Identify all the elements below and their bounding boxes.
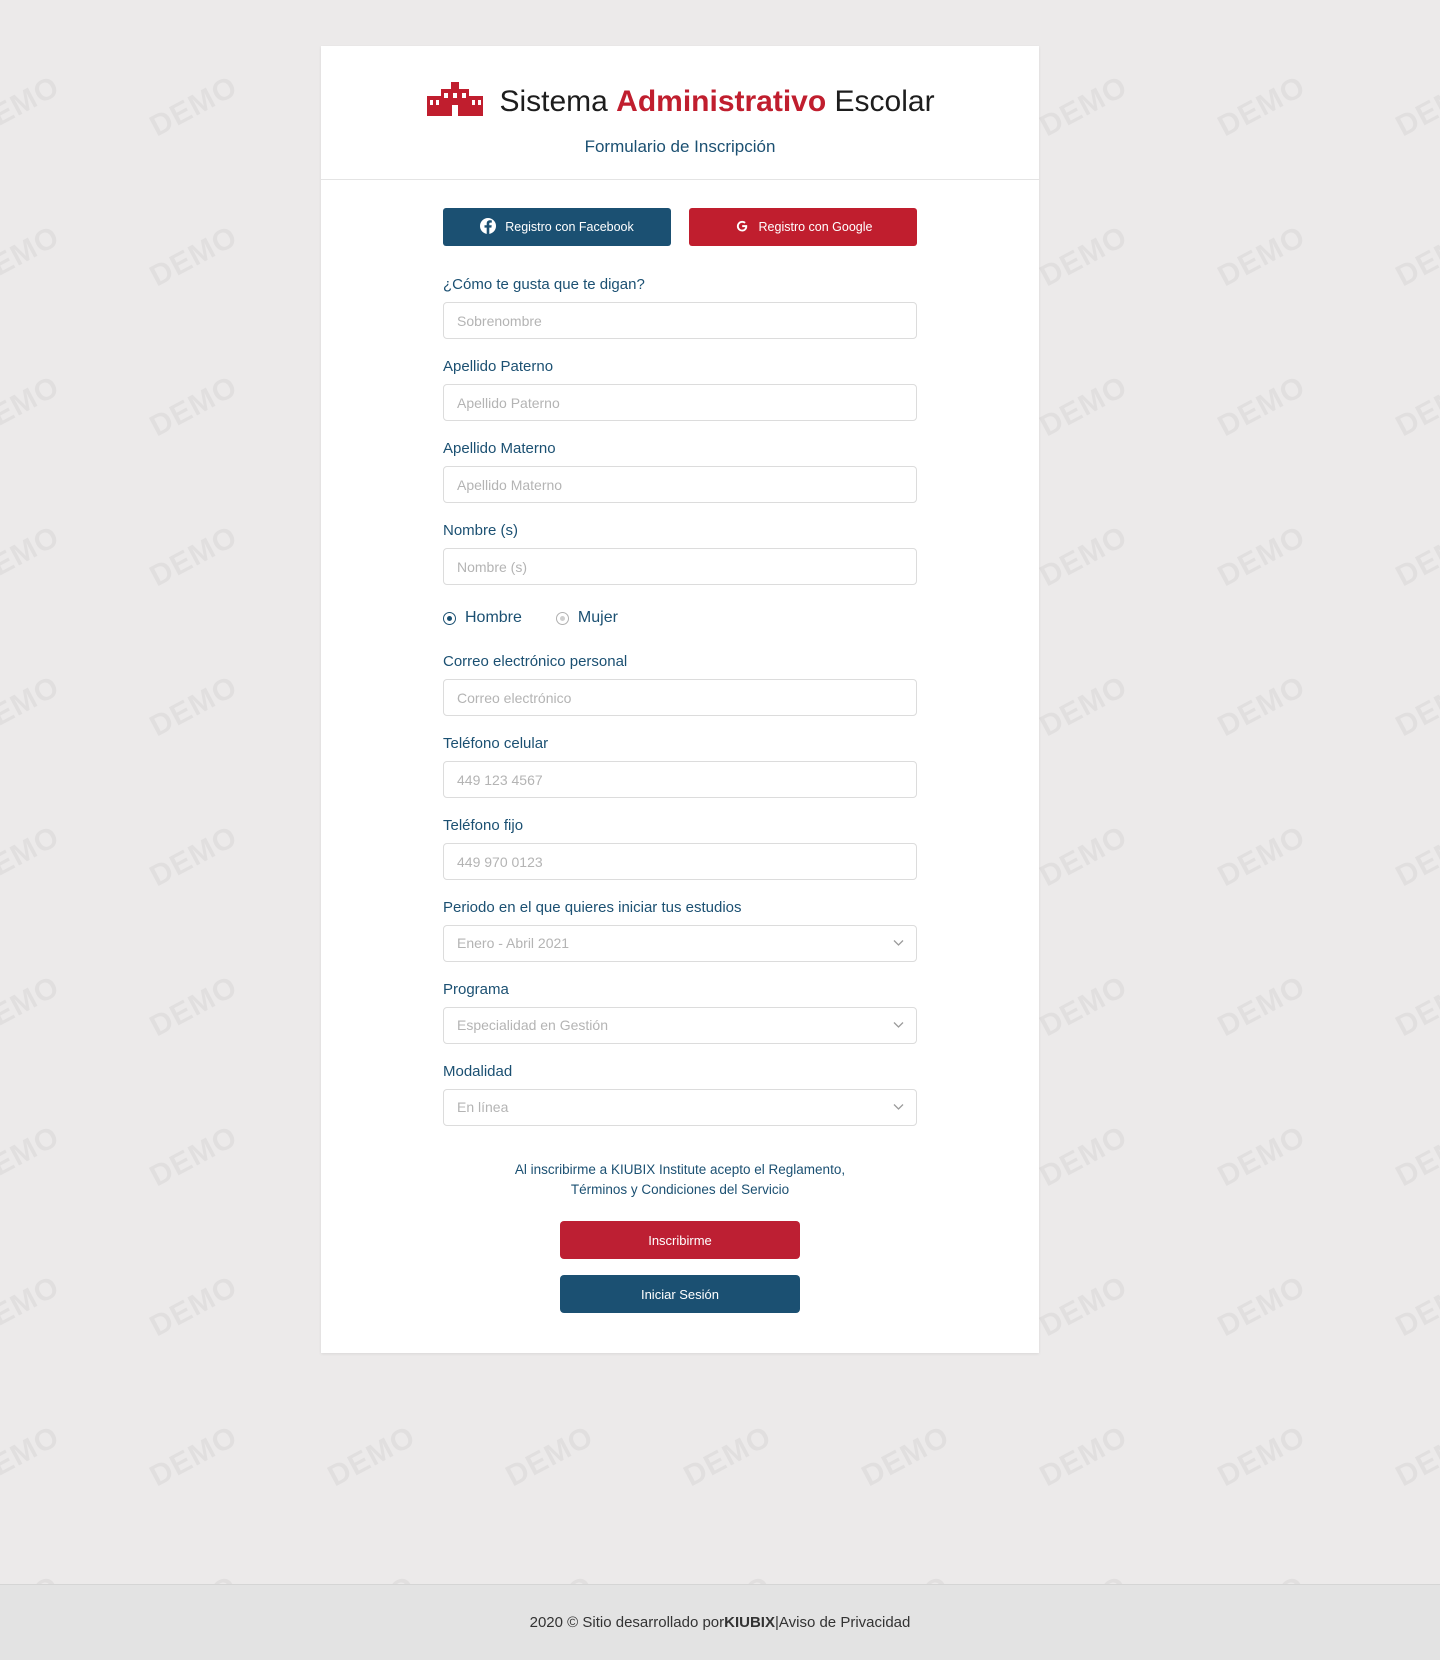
gender-option-mujer-label: Mujer	[577, 609, 618, 626]
gender-radio-group	[443, 609, 917, 627]
apellido-materno-input[interactable]	[443, 466, 917, 503]
social-login-row	[443, 208, 917, 246]
terms-line-1: Al inscribirme a KIUBIX Institute acepto el Reglamento,	[514, 1162, 846, 1177]
terms-line-2: Términos y Condiciones del Servicio	[570, 1181, 790, 1197]
programa-label: Programa	[443, 981, 509, 998]
nombres-input[interactable]	[443, 548, 917, 585]
apellido-materno-label: Apellido Materno	[443, 440, 556, 457]
submit-button[interactable]: Inscribirme	[560, 1221, 800, 1259]
email-label: Correo electrónico personal	[443, 653, 628, 670]
field-periodo	[443, 899, 917, 962]
modalidad-select[interactable]: En línea	[443, 1089, 917, 1126]
page-footer	[0, 1584, 1440, 1660]
field-nombres	[443, 522, 917, 585]
field-nickname	[443, 276, 917, 339]
title-accent: Administrativo	[616, 84, 827, 118]
gender-option-mujer[interactable]	[556, 609, 618, 627]
programa-select-wrap	[443, 1007, 917, 1044]
footer-prefix: 2020 © Sitio desarrollado por	[529, 1614, 725, 1631]
google-register-label: Registro con Google	[758, 220, 873, 234]
form-subtitle: Formulario de Inscripción	[584, 137, 776, 156]
google-register-button[interactable]	[689, 208, 917, 246]
form-actions	[443, 1221, 917, 1313]
field-apellido-materno	[443, 440, 917, 503]
brand-row	[341, 82, 1019, 121]
gender-option-hombre-label: Hombre	[465, 609, 522, 626]
telefono-fijo-input[interactable]	[443, 843, 917, 880]
privacy-link[interactable]: Aviso de Privacidad	[778, 1614, 911, 1631]
programa-select[interactable]: Especialidad en Gestión	[443, 1007, 917, 1044]
telefono-fijo-label: Teléfono fijo	[443, 817, 524, 834]
celular-input[interactable]	[443, 761, 917, 798]
field-programa	[443, 981, 917, 1044]
title-part-one: Sistema	[499, 84, 617, 118]
radio-selected-icon[interactable]	[443, 612, 456, 625]
nombres-label: Nombre (s)	[443, 522, 519, 539]
login-button[interactable]: Iniciar Sesión	[560, 1275, 800, 1313]
facebook-icon	[480, 218, 496, 237]
footer-separator: |	[774, 1614, 779, 1631]
nickname-input[interactable]	[443, 302, 917, 339]
gender-option-hombre[interactable]	[443, 609, 522, 627]
field-modalidad	[443, 1063, 917, 1126]
facebook-register-label: Registro con Facebook	[505, 220, 634, 234]
apellido-paterno-label: Apellido Paterno	[443, 358, 554, 375]
field-apellido-paterno	[443, 358, 917, 421]
modalidad-select-wrap	[443, 1089, 917, 1126]
field-telefono-fijo	[443, 817, 917, 880]
nickname-label: ¿Cómo te gusta que te digan?	[443, 276, 645, 293]
modalidad-label: Modalidad	[443, 1063, 513, 1080]
periodo-select[interactable]: Enero - Abril 2021	[443, 925, 917, 962]
terms-text	[443, 1160, 917, 1199]
field-celular	[443, 735, 917, 798]
field-email	[443, 653, 917, 716]
google-icon	[734, 218, 750, 237]
periodo-label: Periodo en el que quieres iniciar tus estudios	[443, 899, 742, 916]
periodo-select-wrap	[443, 925, 917, 962]
card-body	[321, 180, 1039, 1353]
apellido-paterno-input[interactable]	[443, 384, 917, 421]
school-building-icon	[425, 82, 485, 121]
footer-brand: KIUBIX	[724, 1614, 775, 1631]
celular-label: Teléfono celular	[443, 735, 549, 752]
title-part-two: Escolar	[826, 84, 935, 118]
radio-unselected-icon[interactable]	[556, 612, 569, 625]
facebook-register-button[interactable]	[443, 208, 671, 246]
page-title	[499, 84, 935, 118]
email-field[interactable]	[443, 679, 917, 716]
registration-card	[321, 46, 1039, 1353]
card-header	[321, 46, 1039, 180]
